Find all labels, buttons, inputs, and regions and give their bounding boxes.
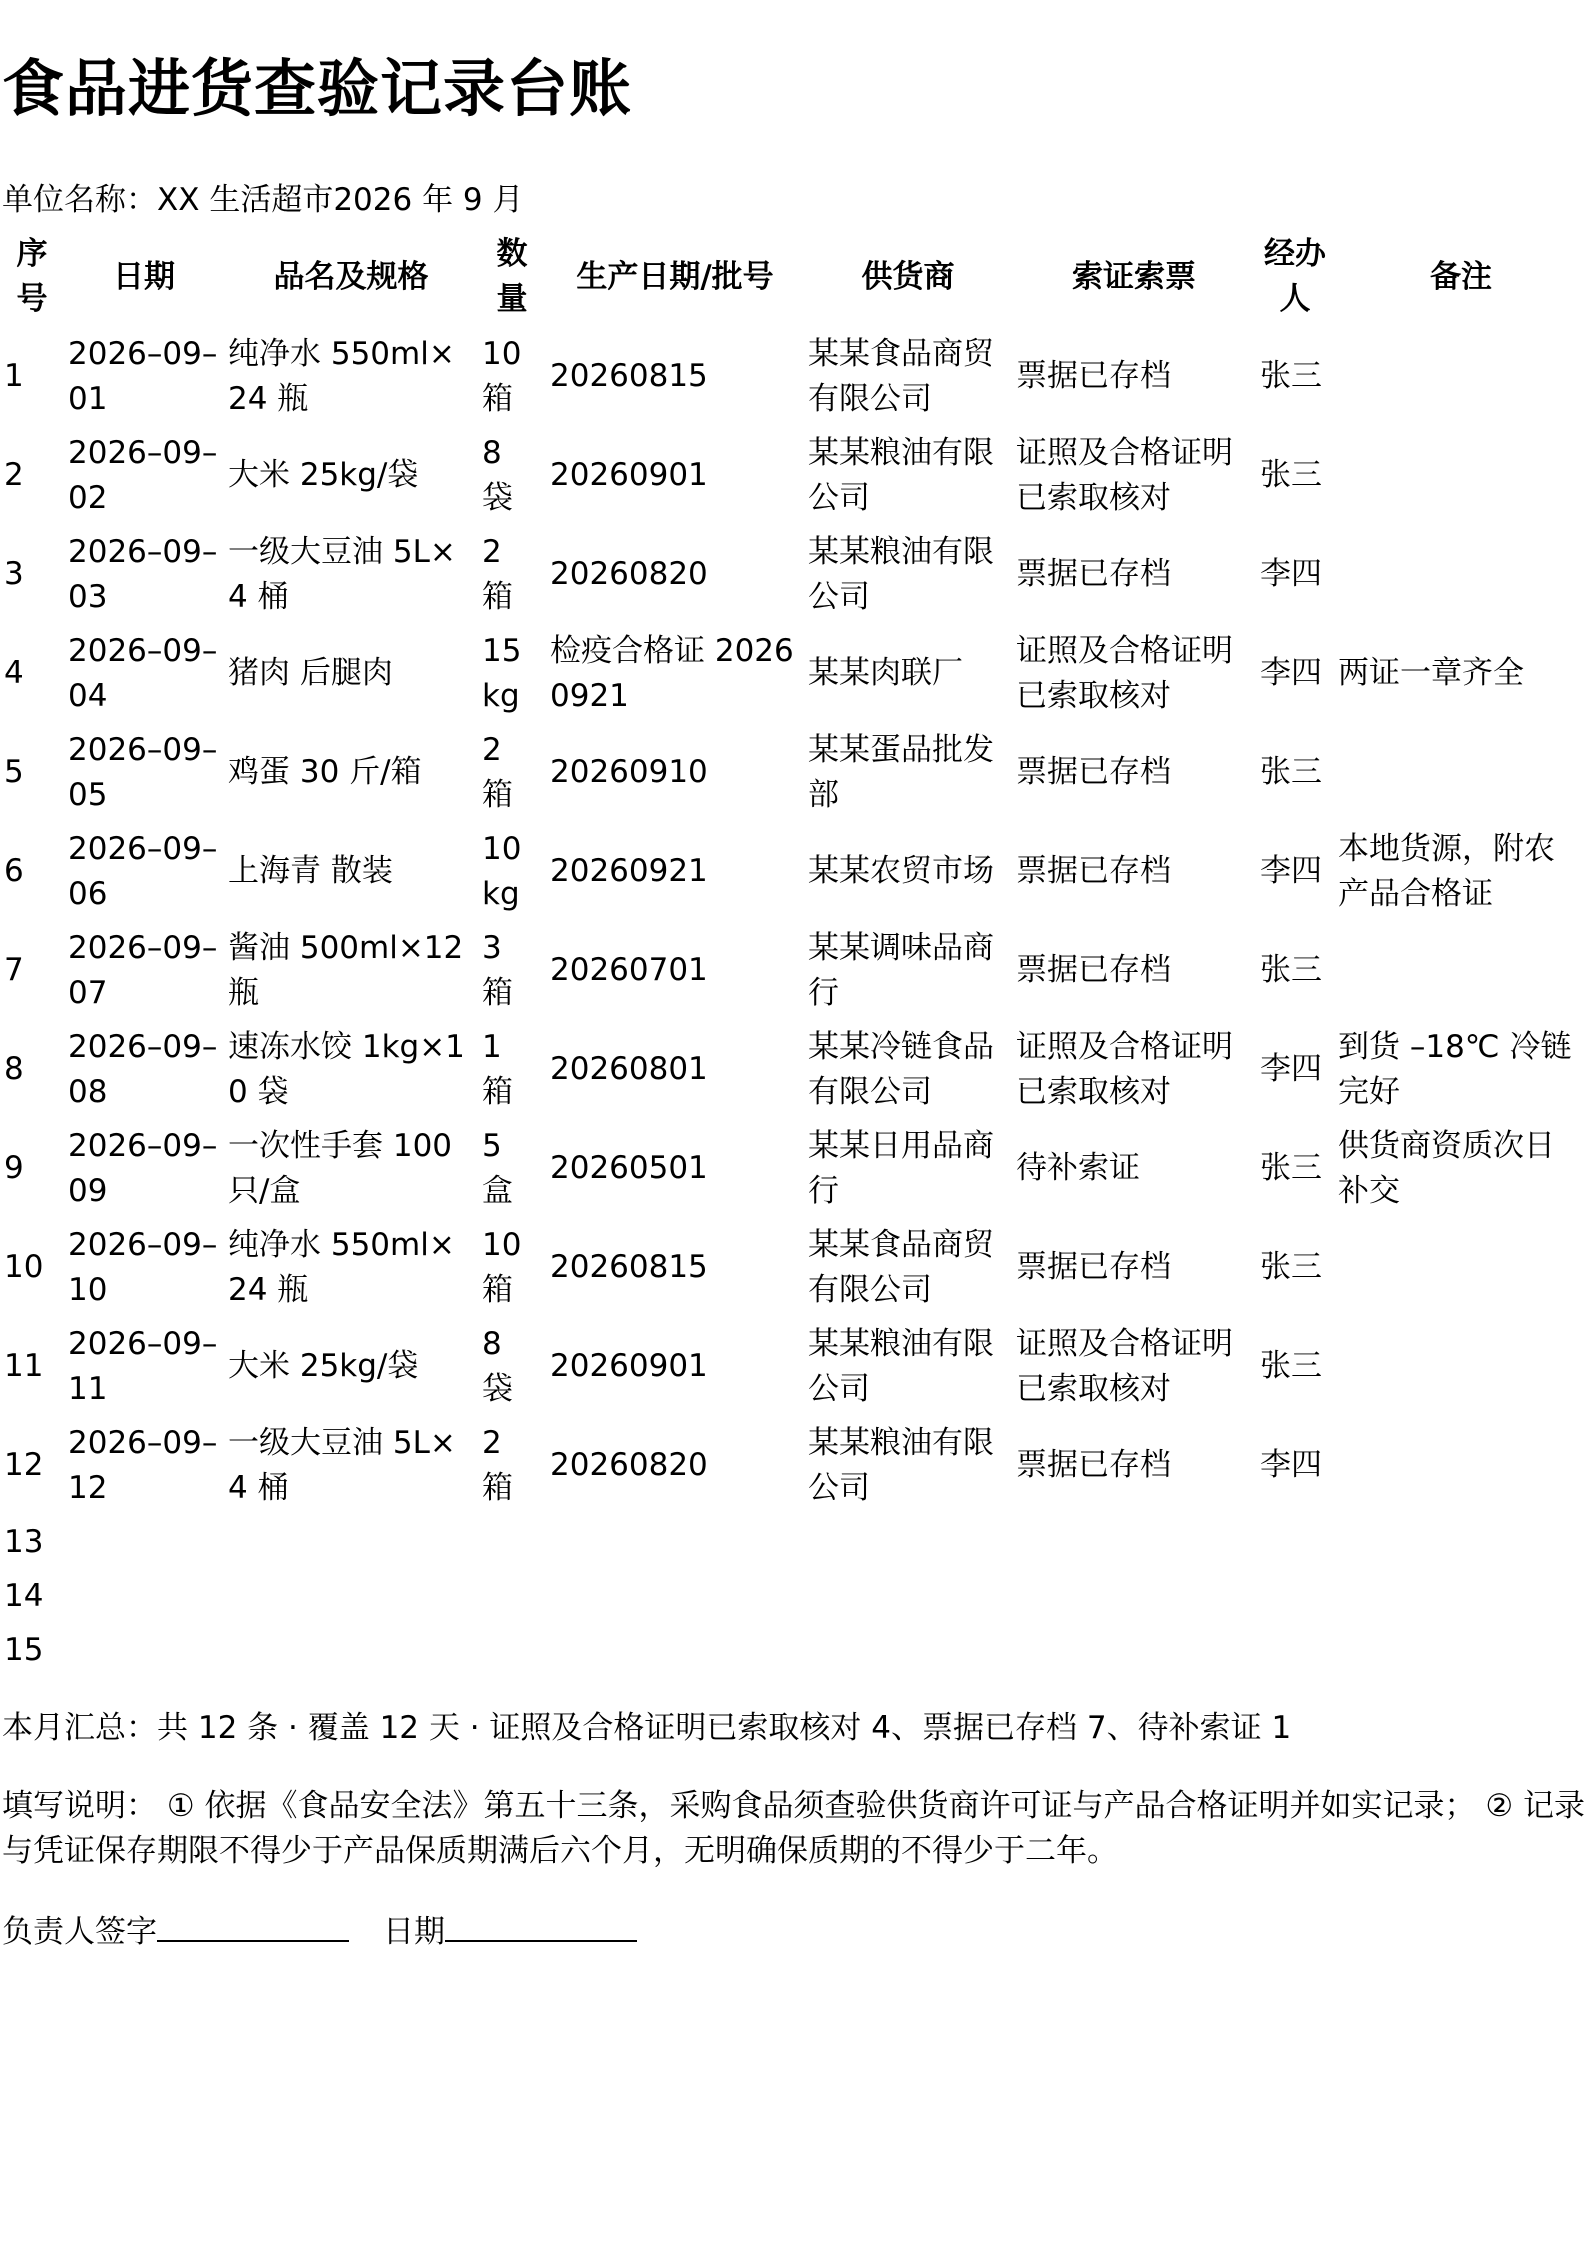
- table-row: [0, 1317, 1588, 1416]
- cell-remarks: [1334, 723, 1588, 822]
- cell-date: 2026–09–05: [68, 731, 218, 813]
- cell-index: 5: [4, 754, 24, 790]
- cell-supplier: 某某日用品商行: [808, 1127, 994, 1209]
- cell-certificates: 票据已存档: [1016, 1249, 1171, 1285]
- cell-index: 3: [4, 556, 24, 592]
- cell-supplier: 某某农贸市场: [808, 853, 994, 889]
- cell-product: 一级大豆油 5L×4 桶: [228, 1424, 456, 1506]
- cell-remarks: [1334, 1569, 1588, 1623]
- header-cell-batch: 生产日期/批号: [576, 258, 774, 295]
- cell-supplier: 某某粮油有限公司: [808, 1325, 994, 1407]
- cell-product: 猪肉 后腿肉: [228, 655, 393, 691]
- cell-supplier: 某某粮油有限公司: [808, 1424, 994, 1506]
- filling-instructions: 填写说明： ① 依据《食品安全法》第五十三条，采购食品须查验供货商许可证与产品合格证明并如实记录； ② 记录与凭证保存期限不得少于产品保质期满后六个月，无明确保质期的不得少于二年。: [2, 1788, 1585, 1869]
- cell-date: 2026–09–06: [68, 830, 218, 912]
- cell-product: 一次性手套 100 只/盒: [228, 1127, 453, 1209]
- cell-certificates: 票据已存档: [1016, 556, 1171, 592]
- cell-remarks: 到货 –18℃ 冷链完好: [1338, 1028, 1572, 1110]
- table-body: [0, 327, 1588, 1677]
- page-title: 食品进货查验记录台账: [2, 52, 633, 125]
- empty-table-row: [0, 1515, 1588, 1569]
- cell-date: 2026–09–08: [68, 1028, 218, 1110]
- inspection-ledger-table: [0, 227, 1588, 1677]
- cell-remarks: [1334, 525, 1588, 624]
- cell-product: 大米 25kg/袋: [228, 1348, 419, 1384]
- cell-certificates: 票据已存档: [1016, 754, 1171, 790]
- cell-date: [64, 1623, 224, 1677]
- cell-index: 1: [4, 358, 24, 394]
- cell-handler: [1256, 1623, 1334, 1677]
- cell-supplier: 某某调味品商行: [808, 929, 994, 1011]
- cell-supplier: 某某粮油有限公司: [808, 434, 994, 516]
- cell-handler: 张三: [1260, 952, 1322, 988]
- table-row: [0, 327, 1588, 426]
- table-row: [0, 426, 1588, 525]
- cell-quantity: 10 kg: [482, 830, 522, 912]
- cell-batch: 检疫合格证 20260921: [550, 632, 794, 714]
- monthly-summary: 本月汇总：共 12 条 · 覆盖 12 天 · 证照及合格证明已索取核对 4、票据已存档 7、待补索证 1: [2, 1710, 1292, 1746]
- header-cell-handler: 经办人: [1264, 236, 1326, 317]
- cell-quantity: 2 箱: [482, 1424, 513, 1506]
- cell-remarks: [1334, 1416, 1588, 1515]
- cell-quantity: 10 箱: [482, 335, 522, 417]
- cell-batch: 20260901: [550, 1348, 708, 1384]
- empty-table-row: [0, 1569, 1588, 1623]
- signature-block: [2, 1908, 637, 1954]
- cell-batch: 20260910: [550, 754, 708, 790]
- empty-table-row: [0, 1623, 1588, 1677]
- cell-product: 鸡蛋 30 斤/箱: [228, 754, 422, 790]
- cell-product: 酱油 500ml×12 瓶: [228, 929, 464, 1011]
- header-cell-certificates: 索证索票: [1072, 258, 1196, 295]
- cell-certificates: [1012, 1569, 1256, 1623]
- cell-batch: 20260921: [550, 853, 708, 889]
- cell-quantity: 3 箱: [482, 929, 513, 1011]
- cell-certificates: [1012, 1623, 1256, 1677]
- cell-date: [64, 1515, 224, 1569]
- cell-product: 大米 25kg/袋: [228, 457, 419, 493]
- cell-batch: 20260820: [550, 556, 708, 592]
- cell-supplier: 某某粮油有限公司: [808, 533, 994, 615]
- table-row: [0, 921, 1588, 1020]
- table-row: [0, 1416, 1588, 1515]
- cell-product: 纯净水 550ml×24 瓶: [228, 335, 455, 417]
- cell-handler: 李四: [1260, 655, 1322, 691]
- cell-certificates: 票据已存档: [1016, 952, 1171, 988]
- cell-remarks: [1334, 1515, 1588, 1569]
- cell-supplier: 某某肉联厂: [808, 655, 963, 691]
- cell-batch: [546, 1515, 804, 1569]
- table-row: [0, 723, 1588, 822]
- cell-certificates: [1012, 1515, 1256, 1569]
- cell-remarks: [1334, 327, 1588, 426]
- cell-supplier: 某某蛋品批发部: [808, 731, 994, 813]
- cell-quantity: 2 箱: [482, 731, 513, 813]
- cell-remarks: [1334, 1317, 1588, 1416]
- table-row: [0, 525, 1588, 624]
- cell-date: 2026–09–12: [68, 1424, 218, 1506]
- cell-index: 2: [4, 457, 24, 493]
- cell-batch: 20260815: [550, 358, 708, 394]
- cell-supplier: 某某冷链食品有限公司: [808, 1028, 994, 1110]
- cell-batch: 20260801: [550, 1051, 708, 1087]
- header-cell-remarks: 备注: [1430, 258, 1492, 295]
- cell-quantity: [478, 1569, 546, 1623]
- unit-name-line: 单位名称：XX 生活超市2026 年 9 月: [2, 182, 524, 218]
- cell-quantity: 5 盒: [482, 1127, 513, 1209]
- cell-product: [224, 1515, 478, 1569]
- cell-index: 12: [4, 1447, 44, 1483]
- cell-index: 13: [4, 1523, 44, 1560]
- cell-date: 2026–09–11: [68, 1325, 218, 1407]
- cell-batch: 20260501: [550, 1150, 708, 1186]
- cell-handler: 李四: [1260, 556, 1322, 592]
- cell-index: 7: [4, 952, 24, 988]
- header-cell-product: 品名及规格: [273, 258, 429, 295]
- cell-product: 速冻水饺 1kg×10 袋: [228, 1028, 465, 1110]
- header-cell-date: 日期: [113, 258, 175, 295]
- cell-date: 2026–09–03: [68, 533, 218, 615]
- cell-batch: [546, 1569, 804, 1623]
- cell-handler: 李四: [1260, 1447, 1322, 1483]
- cell-handler: 张三: [1260, 1150, 1322, 1186]
- date-line: [445, 1908, 637, 1942]
- cell-supplier: [804, 1569, 1012, 1623]
- cell-handler: 李四: [1260, 853, 1322, 889]
- cell-handler: 张三: [1260, 1249, 1322, 1285]
- cell-date: 2026–09–10: [68, 1226, 218, 1308]
- date-label: 日期: [383, 1914, 445, 1950]
- cell-index: 10: [4, 1249, 44, 1285]
- cell-batch: 20260701: [550, 952, 708, 988]
- table-row: [0, 1119, 1588, 1218]
- cell-index: 8: [4, 1051, 24, 1087]
- cell-handler: 张三: [1260, 754, 1322, 790]
- cell-product: 上海青 散装: [228, 853, 393, 889]
- table-row: [0, 1218, 1588, 1317]
- cell-index: 9: [4, 1150, 24, 1186]
- cell-quantity: 1 箱: [482, 1028, 513, 1110]
- cell-quantity: 2 箱: [482, 533, 513, 615]
- cell-quantity: 10 箱: [482, 1226, 522, 1308]
- cell-remarks: 供货商资质次日补交: [1338, 1127, 1555, 1209]
- cell-index: 4: [4, 655, 24, 691]
- table-header: [0, 227, 1588, 327]
- cell-handler: 张三: [1260, 457, 1322, 493]
- cell-certificates: 证照及合格证明已索取核对: [1016, 434, 1233, 516]
- cell-quantity: 8 袋: [482, 1325, 513, 1407]
- cell-quantity: [478, 1623, 546, 1677]
- cell-remarks: 本地货源，附农产品合格证: [1338, 830, 1555, 912]
- cell-product: [224, 1569, 478, 1623]
- cell-index: 6: [4, 853, 24, 889]
- cell-remarks: [1334, 1623, 1588, 1677]
- cell-handler: 李四: [1260, 1051, 1322, 1087]
- cell-handler: [1256, 1515, 1334, 1569]
- cell-certificates: 票据已存档: [1016, 358, 1171, 394]
- cell-product: 一级大豆油 5L×4 桶: [228, 533, 456, 615]
- cell-date: 2026–09–02: [68, 434, 218, 516]
- table-row: [0, 624, 1588, 723]
- cell-date: 2026–09–01: [68, 335, 218, 417]
- cell-batch: [546, 1623, 804, 1677]
- cell-quantity: 15 kg: [482, 632, 522, 714]
- header-cell-supplier: 供货商: [861, 258, 955, 295]
- cell-certificates: 证照及合格证明已索取核对: [1016, 1028, 1233, 1110]
- cell-date: 2026–09–09: [68, 1127, 218, 1209]
- cell-quantity: 8 袋: [482, 434, 513, 516]
- cell-batch: 20260815: [550, 1249, 708, 1285]
- cell-supplier: [804, 1623, 1012, 1677]
- header-cell-quantity: 数量: [496, 236, 528, 317]
- cell-remarks: [1334, 426, 1588, 525]
- cell-batch: 20260901: [550, 457, 708, 493]
- cell-handler: 张三: [1260, 1348, 1322, 1384]
- cell-certificates: 证照及合格证明已索取核对: [1016, 1325, 1233, 1407]
- cell-index: 15: [4, 1631, 44, 1668]
- cell-supplier: [804, 1515, 1012, 1569]
- cell-handler: [1256, 1569, 1334, 1623]
- signature-label: 负责人签字: [2, 1914, 157, 1950]
- cell-certificates: 票据已存档: [1016, 1447, 1171, 1483]
- header-cell-index: 序号: [16, 236, 48, 317]
- cell-quantity: [478, 1515, 546, 1569]
- table-row: [0, 822, 1588, 921]
- cell-index: 11: [4, 1348, 44, 1384]
- cell-certificates: 待补索证: [1016, 1150, 1140, 1186]
- cell-batch: 20260820: [550, 1447, 708, 1483]
- cell-date: 2026–09–04: [68, 632, 218, 714]
- cell-date: [64, 1569, 224, 1623]
- header-row: [0, 227, 1588, 327]
- cell-index: 14: [4, 1577, 44, 1614]
- table-row: [0, 1020, 1588, 1119]
- cell-certificates: 证照及合格证明已索取核对: [1016, 632, 1233, 714]
- cell-remarks: [1334, 921, 1588, 1020]
- cell-remarks: [1334, 1218, 1588, 1317]
- cell-supplier: 某某食品商贸有限公司: [808, 335, 994, 417]
- cell-product: [224, 1623, 478, 1677]
- cell-remarks: 两证一章齐全: [1338, 655, 1524, 691]
- signature-line: [157, 1908, 349, 1942]
- cell-supplier: 某某食品商贸有限公司: [808, 1226, 994, 1308]
- cell-date: 2026–09–07: [68, 929, 218, 1011]
- cell-certificates: 票据已存档: [1016, 853, 1171, 889]
- cell-handler: 张三: [1260, 358, 1322, 394]
- cell-product: 纯净水 550ml×24 瓶: [228, 1226, 455, 1308]
